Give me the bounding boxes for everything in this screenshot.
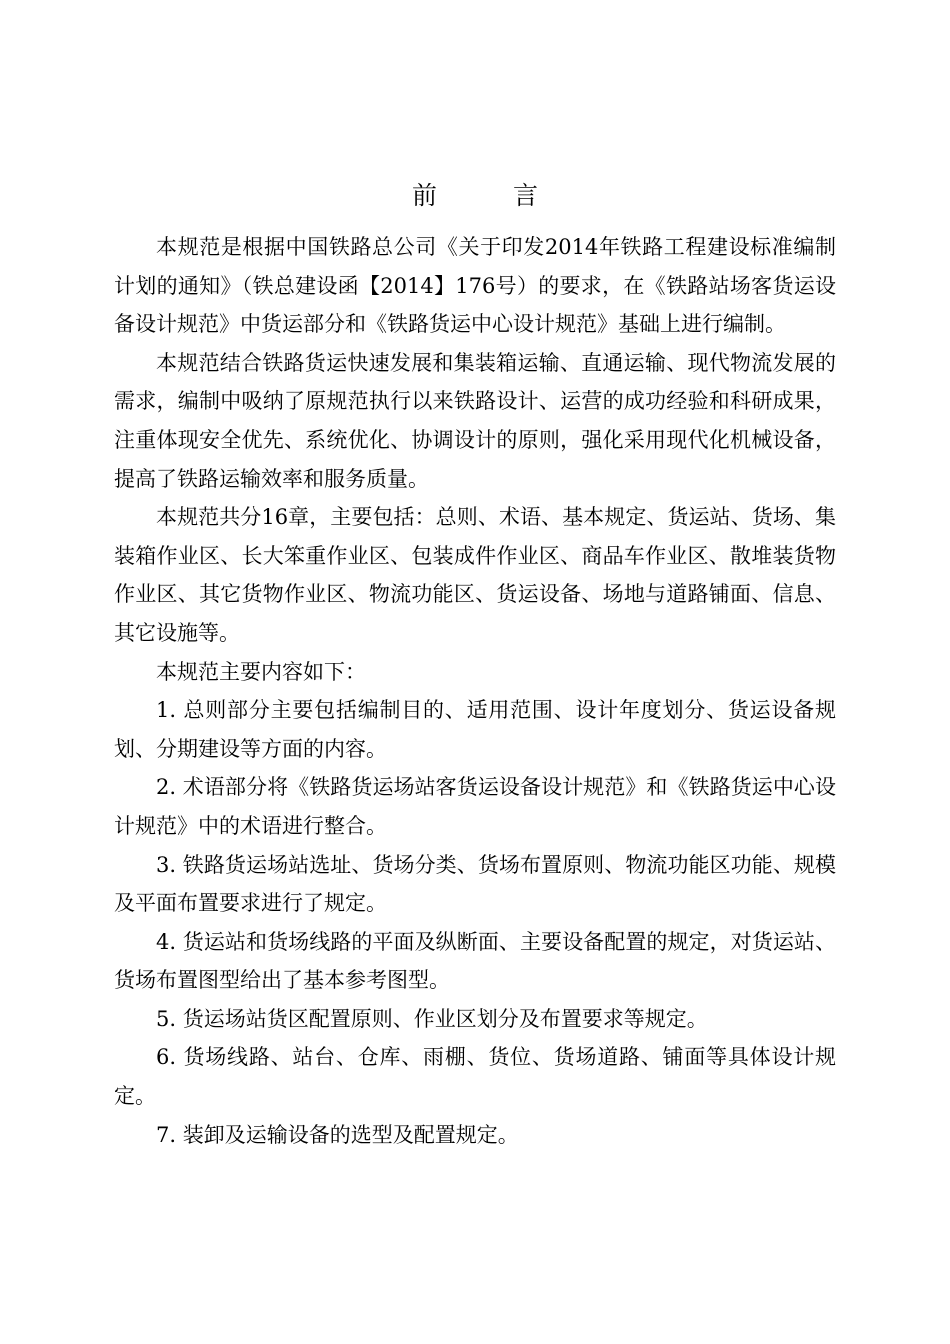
list-item-1: 1. 总则部分主要包括编制目的、适用范围、设计年度划分、货运设备规划、分期建设等方面的内容。	[114, 698, 836, 761]
list-item-5: 5. 货运场站货区配置原则、作业区划分及布置要求等规定。	[156, 1006, 708, 1031]
list-item-2: 2. 术语部分将《铁路货运场站客货运设备设计规范》和《铁路货运中心设计规范》中的术语进行整合。	[114, 775, 836, 838]
list-item-7: 7. 装卸及运输设备的选型及配置规定。	[156, 1122, 519, 1147]
paragraph-contents-intro: 本规范主要内容如下：	[156, 659, 366, 684]
paragraph-basis: 本规范是根据中国铁路总公司《关于印发2014年铁路工程建设标准编制计划的通知》（铁总建设函【2014】176号）的要求，在《铁路站场客货运设备设计规范》中货运部分和《铁路货运中心设计规范》基础上进行编制。	[114, 235, 836, 337]
page-title: 前 言	[412, 181, 572, 210]
preface-body	[114, 228, 836, 1154]
paragraph-chapters: 本规范共分16章，主要包括：总则、术语、基本规定、货运站、货场、集装箱作业区、长大笨重作业区、包装成件作业区、商品车作业区、散堆装货物作业区、其它货物作业区、物流功能区、货运设备、场地与道路铺面、信息、其它设施等。	[114, 505, 836, 645]
list-item-3: 3. 铁路货运场站选址、货场分类、货场布置原则、物流功能区功能、规模及平面布置要求进行了规定。	[114, 852, 836, 916]
list-item-6: 6. 货场线路、站台、仓库、雨棚、货位、货场道路、铺面等具体设计规定。	[114, 1045, 836, 1109]
paragraph-purpose: 本规范结合铁路货运快速发展和集装箱运输、直通运输、现代物流发展的需求，编制中吸纳了原规范执行以来铁路设计、运营的成功经验和科研成果，注重体现安全优先、系统优化、协调设计的原则，强化采用现代化机械设备，提高了铁路运输效率和服务质量。	[114, 350, 836, 491]
list-item-4: 4. 货运站和货场线路的平面及纵断面、主要设备配置的规定，对货运站、货场布置图型给出了基本参考图型。	[114, 929, 836, 993]
